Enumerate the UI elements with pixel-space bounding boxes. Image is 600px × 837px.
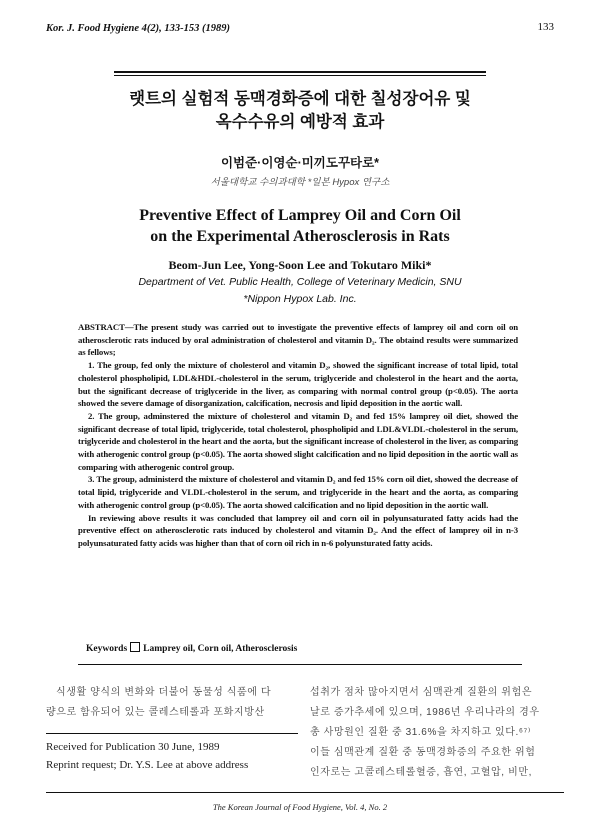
top-rule-thick bbox=[114, 71, 486, 73]
abstract-paragraph-3: 3. The group, administerd the mixture of cholesterol and vitamin D₂ and fed 15% corn oil diet, showed the decrease of total lipid, triglyceride and VLDL-cholesterol in the serum, and triglyceride in the heart and the aorta, as comparing with atherogenic control group (p<0.05). The aorta showed calcification and no lipid deposition in the aortic wall. bbox=[78, 474, 518, 510]
body-left-column bbox=[46, 683, 298, 723]
footnote-rule bbox=[46, 733, 298, 734]
received-note bbox=[46, 738, 248, 774]
abstract-paragraph-2: 2. The group, adminstered the mixture of cholesterol and vitamin D₂ and fed 15% lamprey oil diet, showed the significant decrease of total lipid, triglyceride, total cholesterol, phospholipid and LDL&VLDL-cholesterol in the serum, triglyceride and cholesterol in the heart and the aorta, but the significant increase of cholesterol in the liver, as comparing with atherogenic control group (p<0.05). The aorta showed slight calcification and no lipid deposition in the aortic wall as comparing with atherogenic control group. bbox=[78, 410, 518, 472]
body-right-column bbox=[310, 683, 564, 783]
checkbox-square-icon bbox=[130, 642, 140, 652]
keywords bbox=[86, 642, 297, 654]
english-title-line-1: Preventive Effect of Lamprey Oil and Corn Oil bbox=[139, 207, 461, 224]
korean-title bbox=[0, 88, 600, 134]
abstract-intro: ABSTRACT—The present study was carried out to investigate the preventive effects of lamprey oil and corn oil on atherosclerotic rats induced by oral administration of cholesterol and vitamin D₂. The obtaind results were summarized as fellows; bbox=[78, 322, 518, 358]
abstract bbox=[78, 321, 518, 550]
body-right-line-3: 총 사망원인 질환 중 31.6%을 차지하고 있다.⁶⁷⁾ bbox=[310, 727, 531, 738]
keywords-label: Keywords bbox=[86, 644, 128, 654]
body-right-line-4: 이들 심맥관계 질환 중 동맥경화증의 주요한 위험 bbox=[310, 747, 536, 758]
reprint-request: Reprint request; Dr. Y.S. Lee at above address bbox=[46, 759, 249, 771]
page-number: 133 bbox=[537, 21, 554, 33]
department: Department of Vet. Public Health, College of Veterinary Medicin, SNU bbox=[138, 276, 462, 288]
keywords-text: Lamprey oil, Corn oil, Atherosclerosis bbox=[143, 644, 298, 654]
abstract-conclusion: In reviewing above results it was concluded that lamprey oil and corn oil in polyunsaturated fatty acids had the preventive effect on atherosclerotic rats induced by cholesterol and vitamin D₂. And the effect of lamprey oil in n-3 polyunsaturated fatty acids was higher than that of corn oil rich in n-6 polyunsturated fatty acids. bbox=[78, 512, 518, 548]
english-title-line-2: on the Experimental Atherosclerosis in Rats bbox=[150, 228, 450, 245]
keywords-rule bbox=[78, 664, 522, 665]
abstract-paragraph-1: 1. The group, fed only the mixture of cholesterol and vitamin D₂, showed the significant increase of total lipid, total cholesterol phospholipid, LDL&HDL-cholesterol in the serum, triglyceride and cholesterol in the heart and the aorta, but the significant decrease of triglyceride in the liver, as comparing with normal control group (p<0.05). The aorta showed the severe damage of disorganization, calcification, necrosis and lipid deposition in the aortic wall. bbox=[78, 360, 518, 409]
korean-title-line-1: 랫트의 실험적 동맥경화증에 대한 칠성장어유 및 bbox=[129, 90, 471, 108]
english-title bbox=[0, 205, 600, 247]
top-rule-thin bbox=[114, 75, 486, 76]
footer-journal: The Korean Journal of Food Hygiene, Vol. 4, No. 2 bbox=[212, 802, 388, 812]
korean-affiliation: 서울대학교 수의과대학 *일본 Hypox 연구소 bbox=[210, 177, 390, 188]
korean-authors: 이범준·이영순·미끼도꾸타로* bbox=[220, 156, 380, 170]
korean-title-line-2: 옥수수유의 예방적 효과 bbox=[215, 113, 385, 131]
received-date: Received for Publication 30 June, 1989 bbox=[46, 741, 220, 753]
body-left-line-2: 량으로 함유되어 있는 콜레스테롤과 포화지방산 bbox=[46, 707, 265, 718]
footer-rule bbox=[46, 792, 564, 793]
english-authors: Beom-Jun Lee, Yong-Soon Lee and Tokutaro Miki* bbox=[168, 258, 432, 272]
corporation: *Nippon Hypox Lab. Inc. bbox=[243, 293, 357, 305]
body-left-line-1: 식생활 양식의 변화와 더불어 동물성 식품에 다 bbox=[56, 687, 272, 698]
journal-citation: Kor. J. Food Hygiene 4(2), 133-153 (1989) bbox=[46, 23, 231, 34]
body-right-line-2: 날로 증가추세에 있으며, 1986년 우리나라의 경우 bbox=[310, 707, 540, 718]
body-right-line-1: 섭취가 점차 많아지면서 심맥관계 질환의 위험은 bbox=[310, 687, 533, 698]
body-right-line-5: 인자로는 고콜레스테롤혈증, 흡연, 고혈압, 비만, bbox=[310, 767, 532, 778]
